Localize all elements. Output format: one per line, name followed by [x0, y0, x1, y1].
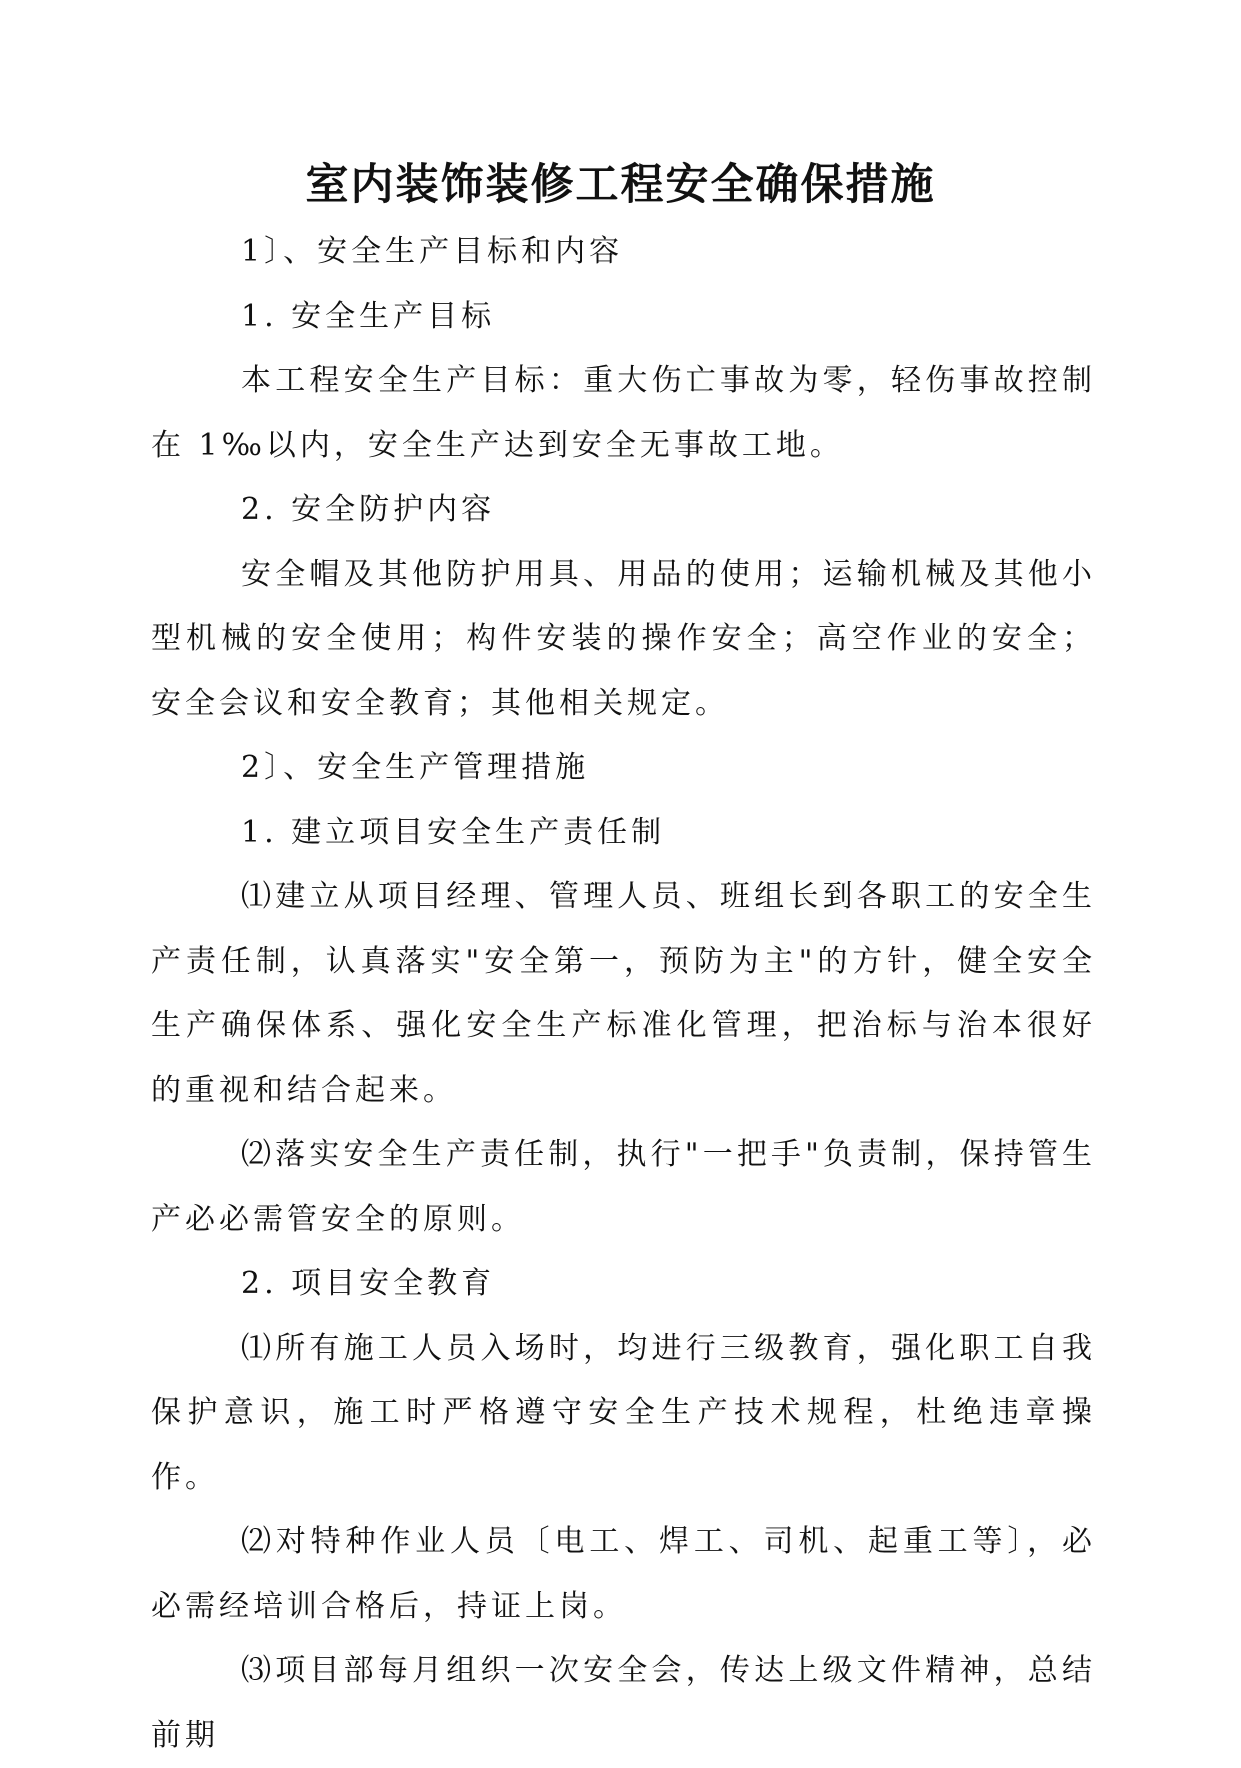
body-paragraph: ⑵对特种作业人员〔电工、焊工、司机、起重工等〕，必必需经培训合格后，持证上岗。 — [151, 1524, 1096, 1624]
subsection-heading: 2. 安全防护内容 — [241, 492, 496, 527]
section-heading: 1〕、安全生产目标和内容 — [241, 234, 624, 269]
body-paragraph: ⑶项目部每月组织一次安全会，传达上级文件精神，总结前期 — [151, 1653, 1096, 1753]
document-title: 室内装饰装修工程安全确保措施 — [305, 160, 936, 210]
body-paragraph: ⑵落实安全生产责任制，执行"一把手"负责制，保持管生产必必需管安全的原则。 — [151, 1137, 1096, 1237]
subsection-heading: 1. 建立项目安全生产责任制 — [241, 814, 666, 850]
body-paragraph: 本工程安全生产目标：重大伤亡事故为零，轻伤事故控制在 1‰以内，安全生产达到安全无事故工地。 — [151, 363, 1096, 463]
body-paragraph: 安全帽及其他防护用具、用品的使用；运输机械及其他小型机械的安全使用；构件安装的操作安全；高空作业的安全；安全会议和安全教育；其他相关规定。 — [151, 556, 1096, 721]
subsection-heading: 2. 项目安全教育 — [241, 1266, 496, 1301]
body-paragraph: ⑴建立从项目经理、管理人员、班组长到各职工的安全生产责任制，认真落实"安全第一，预防为主"的方针，健全安全生产确保体系、强化安全生产标准化管理，把治标与治本很好的重视和结合起来。 — [151, 879, 1096, 1108]
document-body — [151, 220, 1096, 1768]
subsection-heading: 1. 安全生产目标 — [241, 298, 496, 334]
section-heading: 2〕、安全生产管理措施 — [241, 750, 590, 785]
body-paragraph: ⑴所有施工人员入场时，均进行三级教育，强化职工自我保护意识，施工时严格遵守安全生产技术规程，杜绝违章操作。 — [151, 1330, 1096, 1495]
